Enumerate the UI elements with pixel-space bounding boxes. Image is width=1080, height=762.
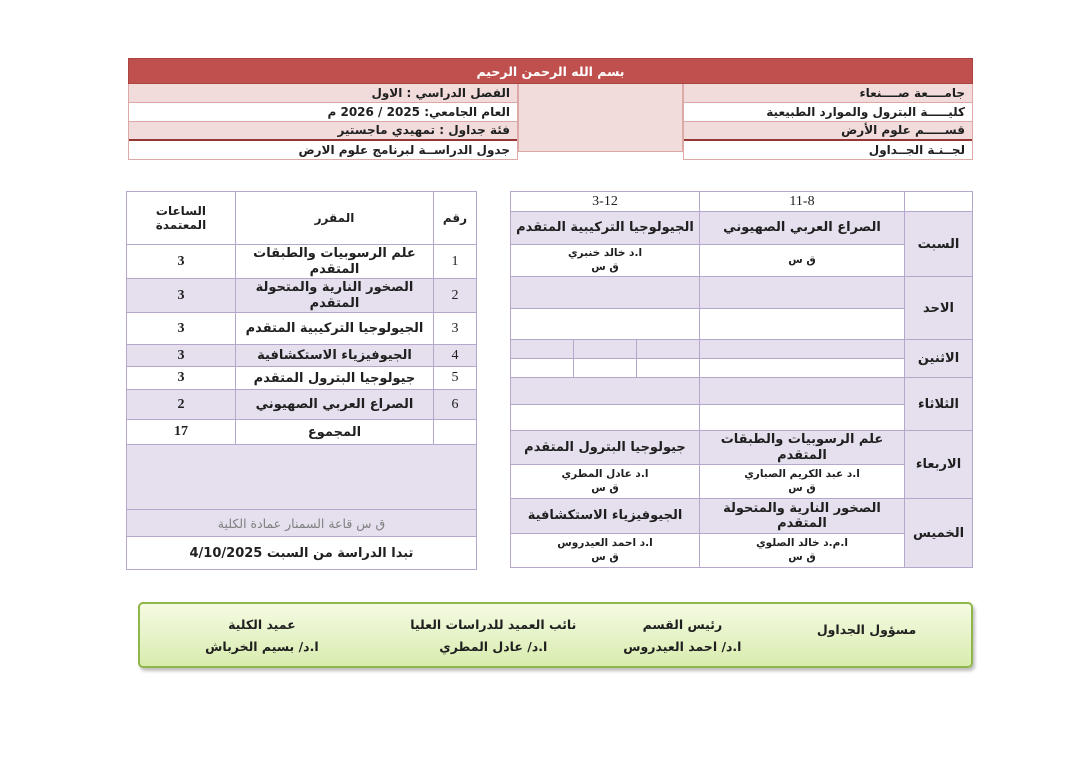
header-middle-spacer (518, 84, 683, 160)
wednesday-course-row (510, 431, 972, 465)
total-row (126, 420, 476, 445)
course-row (126, 367, 476, 390)
course-hours: 2 (126, 390, 235, 420)
day-label-monday: الاثنين (905, 340, 973, 378)
tuesday-course-row (510, 378, 972, 405)
monday-p2-subcell (637, 359, 700, 378)
spacer-row (126, 445, 476, 510)
sunday-p2-lecturer (510, 309, 699, 340)
sunday-p2-course (510, 277, 699, 309)
room-code: ق س (591, 260, 619, 273)
time-header-period2: 3-12 (510, 192, 699, 212)
signatory-dean (140, 604, 384, 666)
course-number: 4 (433, 345, 476, 367)
signatory-name: ا.د/ عادل المطري (439, 638, 548, 654)
category-label: فئة جداول : تمهيدي ماجستير (129, 122, 517, 142)
monday-p2-subcell (637, 340, 700, 359)
lecturer-name: ا.د عبد الكريم الصباري (744, 468, 860, 481)
saturday-course-row (510, 212, 972, 245)
monday-course-row (510, 340, 972, 359)
day-label-saturday: السبت (905, 212, 973, 277)
course-row (126, 313, 476, 345)
course-hours: 3 (126, 245, 235, 279)
thursday-p1-lecturer (700, 534, 905, 568)
monday-p1-course (700, 340, 905, 359)
course-hours: 3 (126, 313, 235, 345)
course-row (126, 390, 476, 420)
monday-lecturer-row (510, 359, 972, 378)
signatory-name: ا.د/ بسيم الخرباش (205, 638, 319, 654)
lecturer-name: ا.م.د خالد الصلوي (756, 537, 848, 550)
course-number: 5 (433, 367, 476, 390)
total-empty-cell (433, 420, 476, 445)
lecturer-name: ا.د احمد العيدروس (557, 537, 653, 550)
saturday-lecturer-row (510, 245, 972, 277)
course-row (126, 245, 476, 279)
tuesday-p2-course (510, 378, 699, 405)
thursday-p2-course: الجيوفيزياء الاستكشافية (510, 499, 699, 534)
program-label: جدول الدراســة لبرنامج علوم الارض (129, 141, 517, 159)
spacer-cell (126, 445, 476, 510)
time-header-period1: 11-8 (700, 192, 905, 212)
col-header-credit-hours: الساعات المعتمدة (126, 192, 235, 245)
signatory-title: نائب العميد للدراسات العليا (410, 617, 577, 633)
course-hours: 3 (126, 345, 235, 367)
room-code: ق س (788, 253, 816, 266)
header-middle-block (518, 84, 683, 152)
tuesday-p2-lecturer (510, 405, 699, 431)
signatory-title: مسؤول الجداول (816, 622, 917, 638)
course-name: الجيولوجيا التركيبية المتقدم (235, 313, 433, 345)
monday-p2-subcell (510, 340, 573, 359)
signatures-footer (138, 602, 973, 668)
thursday-lecturer-row (510, 534, 972, 568)
sunday-course-row (510, 277, 972, 309)
semester-label: الفصل الدراسي : الاول (129, 84, 517, 103)
wednesday-lecturer-row (510, 465, 972, 499)
wednesday-p2-course: جيولوجيا البترول المتقدم (510, 431, 699, 465)
lecturer-name: ا.د عادل المطري (561, 468, 649, 481)
course-name: الصخور النارية والمتحولة المتقدم (235, 279, 433, 313)
day-label-thursday: الخميس (905, 499, 973, 568)
signatory-vice-dean (384, 604, 603, 666)
course-number: 6 (433, 390, 476, 420)
thursday-p2-lecturer (510, 534, 699, 568)
start-date-note: تبدا الدراسة من السبت 4/10/2025 (126, 537, 476, 570)
room-code: ق س (591, 550, 619, 563)
header-institution-column (683, 84, 973, 160)
room-note: ق س قاعة السمنار عمادة الكلية (126, 510, 476, 537)
room-note-row (126, 510, 476, 537)
course-number: 3 (433, 313, 476, 345)
day-label-tuesday: الثلاثاء (905, 378, 973, 431)
day-label-sunday: الاحد (905, 277, 973, 340)
monday-p2-subcell (574, 340, 637, 359)
course-hours: 3 (126, 367, 235, 390)
saturday-p1-lecturer (700, 245, 905, 277)
weekly-schedule-table (510, 191, 973, 568)
saturday-p1-course: الصراع العربي الصهيوني (700, 212, 905, 245)
courses-header-row (126, 192, 476, 245)
start-note-row (126, 537, 476, 570)
signatory-name: ا.د/ احمد العيدروس (623, 638, 742, 654)
monday-p2-subcell (574, 359, 637, 378)
course-name: الجيوفيزياء الاستكشافية (235, 345, 433, 367)
signatory-title: رئيس القسم (642, 617, 723, 633)
monday-p1-lecturer (700, 359, 905, 378)
time-header-corner-cell (905, 192, 973, 212)
saturday-p2-course: الجيولوجيا التركيبية المتقدم (510, 212, 699, 245)
course-name: الصراع العربي الصهيوني (235, 390, 433, 420)
bismillah-banner: بسم الله الرحمن الرحيم (128, 58, 973, 84)
day-label-wednesday: الاربعاء (905, 431, 973, 499)
document (128, 58, 973, 668)
course-row (126, 279, 476, 313)
col-header-course: المقرر (235, 192, 433, 245)
academic-year-label: العام الجامعي: 2025 / 2026 م (129, 103, 517, 122)
course-hours: 3 (126, 279, 235, 313)
course-number: 2 (433, 279, 476, 313)
sunday-p1-course (700, 277, 905, 309)
course-number: 1 (433, 245, 476, 279)
thursday-course-row (510, 499, 972, 534)
wednesday-p1-course: علم الرسوبيات والطبقات المتقدم (700, 431, 905, 465)
signatory-department-head (603, 604, 762, 666)
courses-table (126, 191, 477, 570)
university-name: جامــــعة صــــنعاء (684, 84, 972, 103)
course-name: جيولوجيا البترول المتقدم (235, 367, 433, 390)
course-name: علم الرسوبيات والطبقات المتقدم (235, 245, 433, 279)
tuesday-lecturer-row (510, 405, 972, 431)
room-code: ق س (591, 481, 619, 494)
monday-p2-subcell (510, 359, 573, 378)
total-hours: 17 (126, 420, 235, 445)
header-term-column (128, 84, 518, 160)
faculty-name: كليـــــة البترول والموارد الطبيعية (684, 103, 972, 122)
saturday-p2-lecturer (510, 245, 699, 277)
lecturer-name: ا.د خالد خنبري (567, 246, 643, 259)
signatory-schedules-officer (762, 604, 971, 666)
col-header-number: رقم (433, 192, 476, 245)
tuesday-p1-course (700, 378, 905, 405)
room-code: ق س (788, 481, 816, 494)
wednesday-p1-lecturer (700, 465, 905, 499)
main-content (128, 191, 973, 570)
signatory-title: عميد الكلية (228, 617, 296, 633)
sunday-lecturer-row (510, 309, 972, 340)
sunday-p1-lecturer (700, 309, 905, 340)
total-label: المجموع (235, 420, 433, 445)
document-header (128, 84, 973, 160)
committee-name: لجــنـة الجــداول (684, 141, 972, 159)
room-code: ق س (788, 550, 816, 563)
time-header-row (510, 192, 972, 212)
wednesday-p2-lecturer (510, 465, 699, 499)
thursday-p1-course: الصخور النارية والمتحولة المتقدم (700, 499, 905, 534)
tuesday-p1-lecturer (700, 405, 905, 431)
course-row (126, 345, 476, 367)
department-name: قســـــم علوم الأرض (684, 122, 972, 142)
